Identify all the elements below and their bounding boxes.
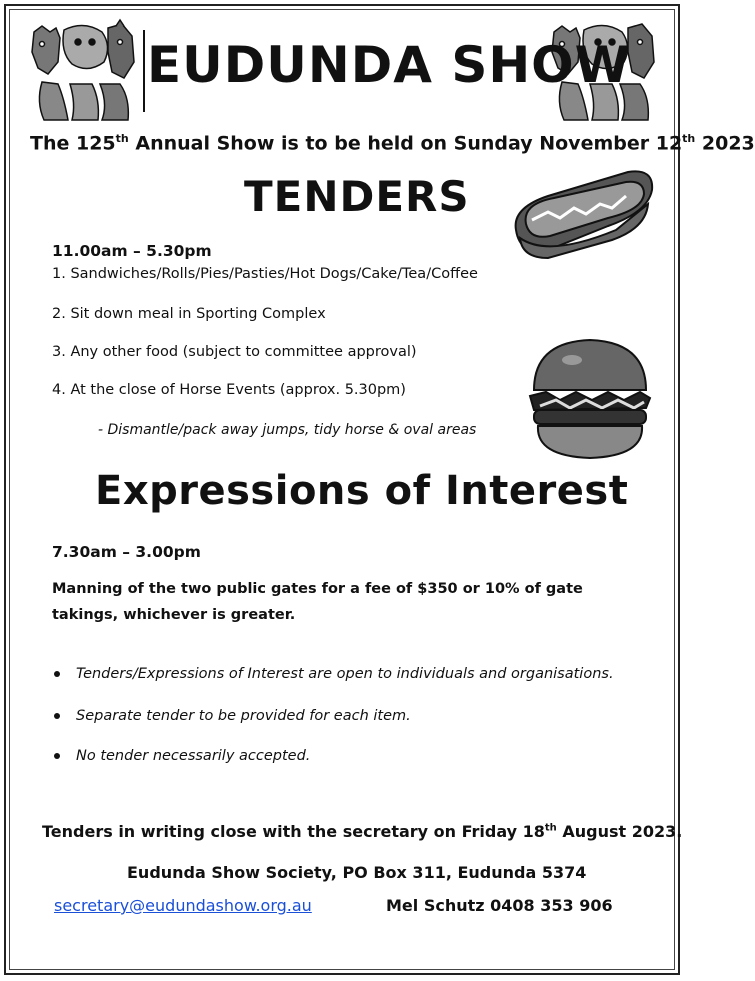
eoi-heading: Expressions of Interest: [95, 468, 629, 514]
tender-item: 1. Sandwiches/Rolls/Pies/Pasties/Hot Dogs/Cake/Tea/Coffee: [52, 266, 478, 282]
tender-item: 3. Any other food (subject to committee approval): [52, 344, 417, 360]
bullet-icon: [54, 753, 60, 759]
closing-notice: Tenders in writing close with the secretary on Friday 18th August 2023.: [42, 822, 683, 841]
eoi-description: Manning of the two public gates for a fee of $350 or 10% of gate takings, whichever is greater.: [52, 581, 583, 623]
list-item: Tenders/Expressions of Interest are open to individuals and organisations.: [54, 666, 614, 682]
tenders-time: 11.00am – 5.30pm: [52, 242, 212, 260]
eoi-time: 7.30am – 3.00pm: [52, 543, 201, 561]
postal-address: Eudunda Show Society, PO Box 311, Eudunda 5374: [127, 863, 587, 882]
list-item: Separate tender to be provided for each item.: [54, 708, 411, 724]
tender-sub-item: - Dismantle/pack away jumps, tidy horse & oval areas: [98, 422, 477, 438]
tenders-heading: TENDERS: [244, 172, 470, 221]
hot-dog-icon: [508, 168, 656, 260]
farm-animals-icon: [28, 22, 140, 122]
list-item: No tender necessarily accepted.: [54, 748, 310, 764]
show-date-line: The 125th Annual Show is to be held on Sunday November 12th 2023: [30, 132, 755, 155]
page-title: EUDUNDA SHOW: [147, 36, 631, 94]
bullet-icon: [54, 671, 60, 677]
tender-item: 2. Sit down meal in Sporting Complex: [52, 306, 326, 322]
contact-phone: Mel Schutz 0408 353 906: [386, 896, 613, 915]
burger-icon: [526, 336, 654, 462]
tender-item: 4. At the close of Horse Events (approx. 5.30pm): [52, 382, 406, 398]
email-link[interactable]: secretary@eudundashow.org.au: [54, 896, 312, 915]
bullet-icon: [54, 713, 60, 719]
